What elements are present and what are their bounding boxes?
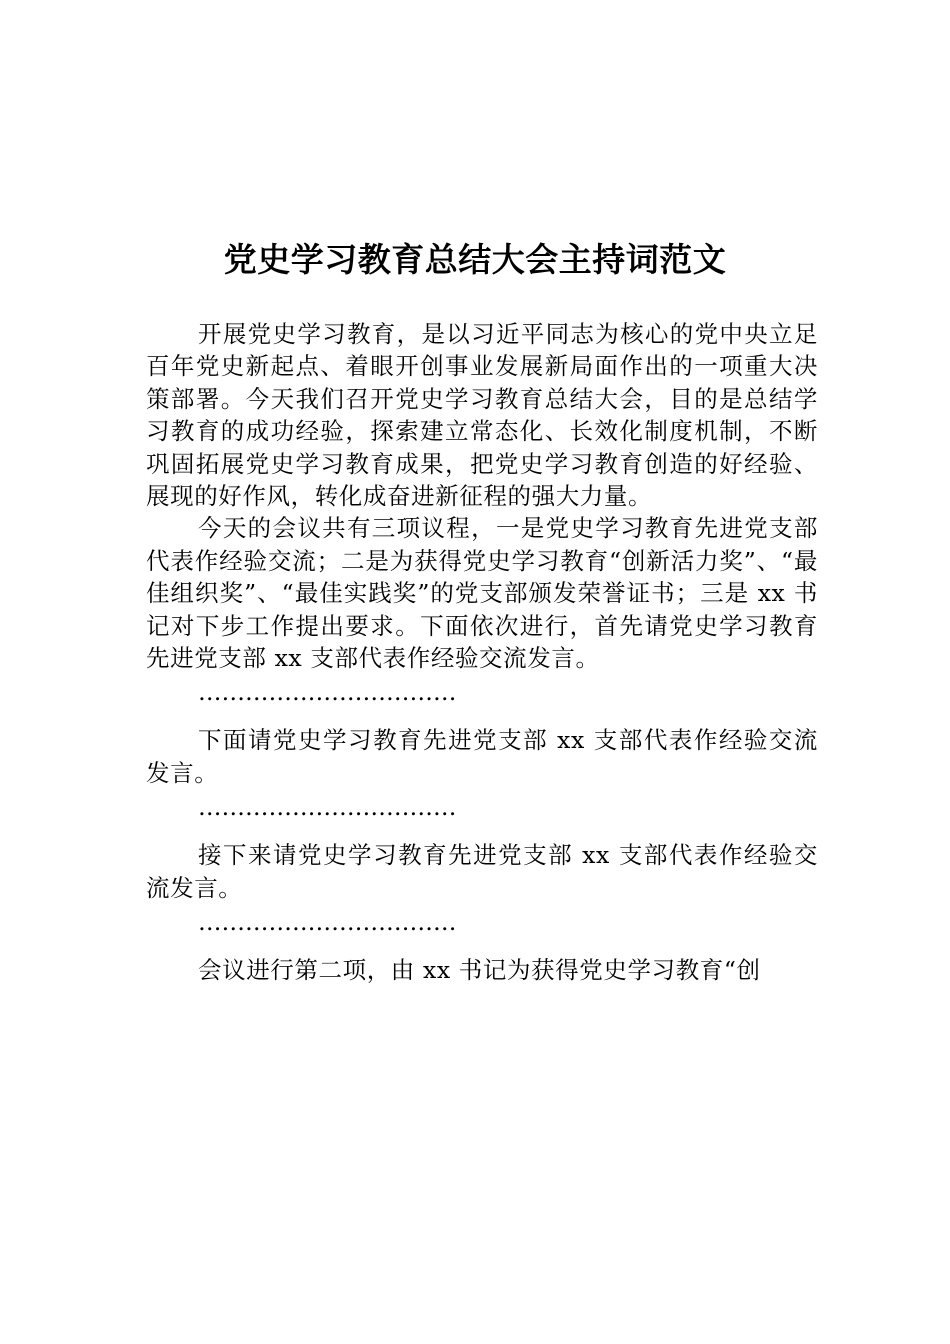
paragraph-second-speech: 下面请党史学习教育先进党支部 xx 支部代表作经验交流发言。 <box>146 726 818 787</box>
paragraph-third-speech: 接下来请党史学习教育先进党支部 xx 支部代表作经验交流发言。 <box>146 841 818 902</box>
paragraph-intro: 开展党史学习教育，是以习近平同志为核心的党中央立足百年党史新起点、着眼开创事业发展新局面作出的一项重大决策部署。今天我们召开党史学习教育总结大会，目的是总结学习教育的成功经验，探索建立常态化、长效化制度机制，不断巩固拓展党史学习教育成果，把党史学习教育创造的好经验、展现的好作风，转化成奋进新征程的强大力量。 <box>146 320 818 511</box>
ellipsis-separator: …………………………… <box>198 678 457 707</box>
ellipsis-separator: …………………………… <box>198 793 457 822</box>
document-title: 党史学习教育总结大会主持词范文 <box>223 240 727 279</box>
paragraph-agenda: 今天的会议共有三项议程，一是党史学习教育先进党支部代表作经验交流；二是为获得党史学习教育“创新活力奖”、“最佳组织奖”、“最佳实践奖”的党支部颁发荣誉证书；三是 xx 书记对下步工作提出要求。下面依次进行，首先请党史学习教育先进党支部 xx 支部代表作经验交流发言。 <box>146 514 818 673</box>
document-body <box>146 318 818 987</box>
ellipsis-separator: …………………………… <box>198 908 457 937</box>
paragraph-second-item: 会议进行第二项，由 xx 书记为获得党史学习教育“创 <box>198 956 761 985</box>
